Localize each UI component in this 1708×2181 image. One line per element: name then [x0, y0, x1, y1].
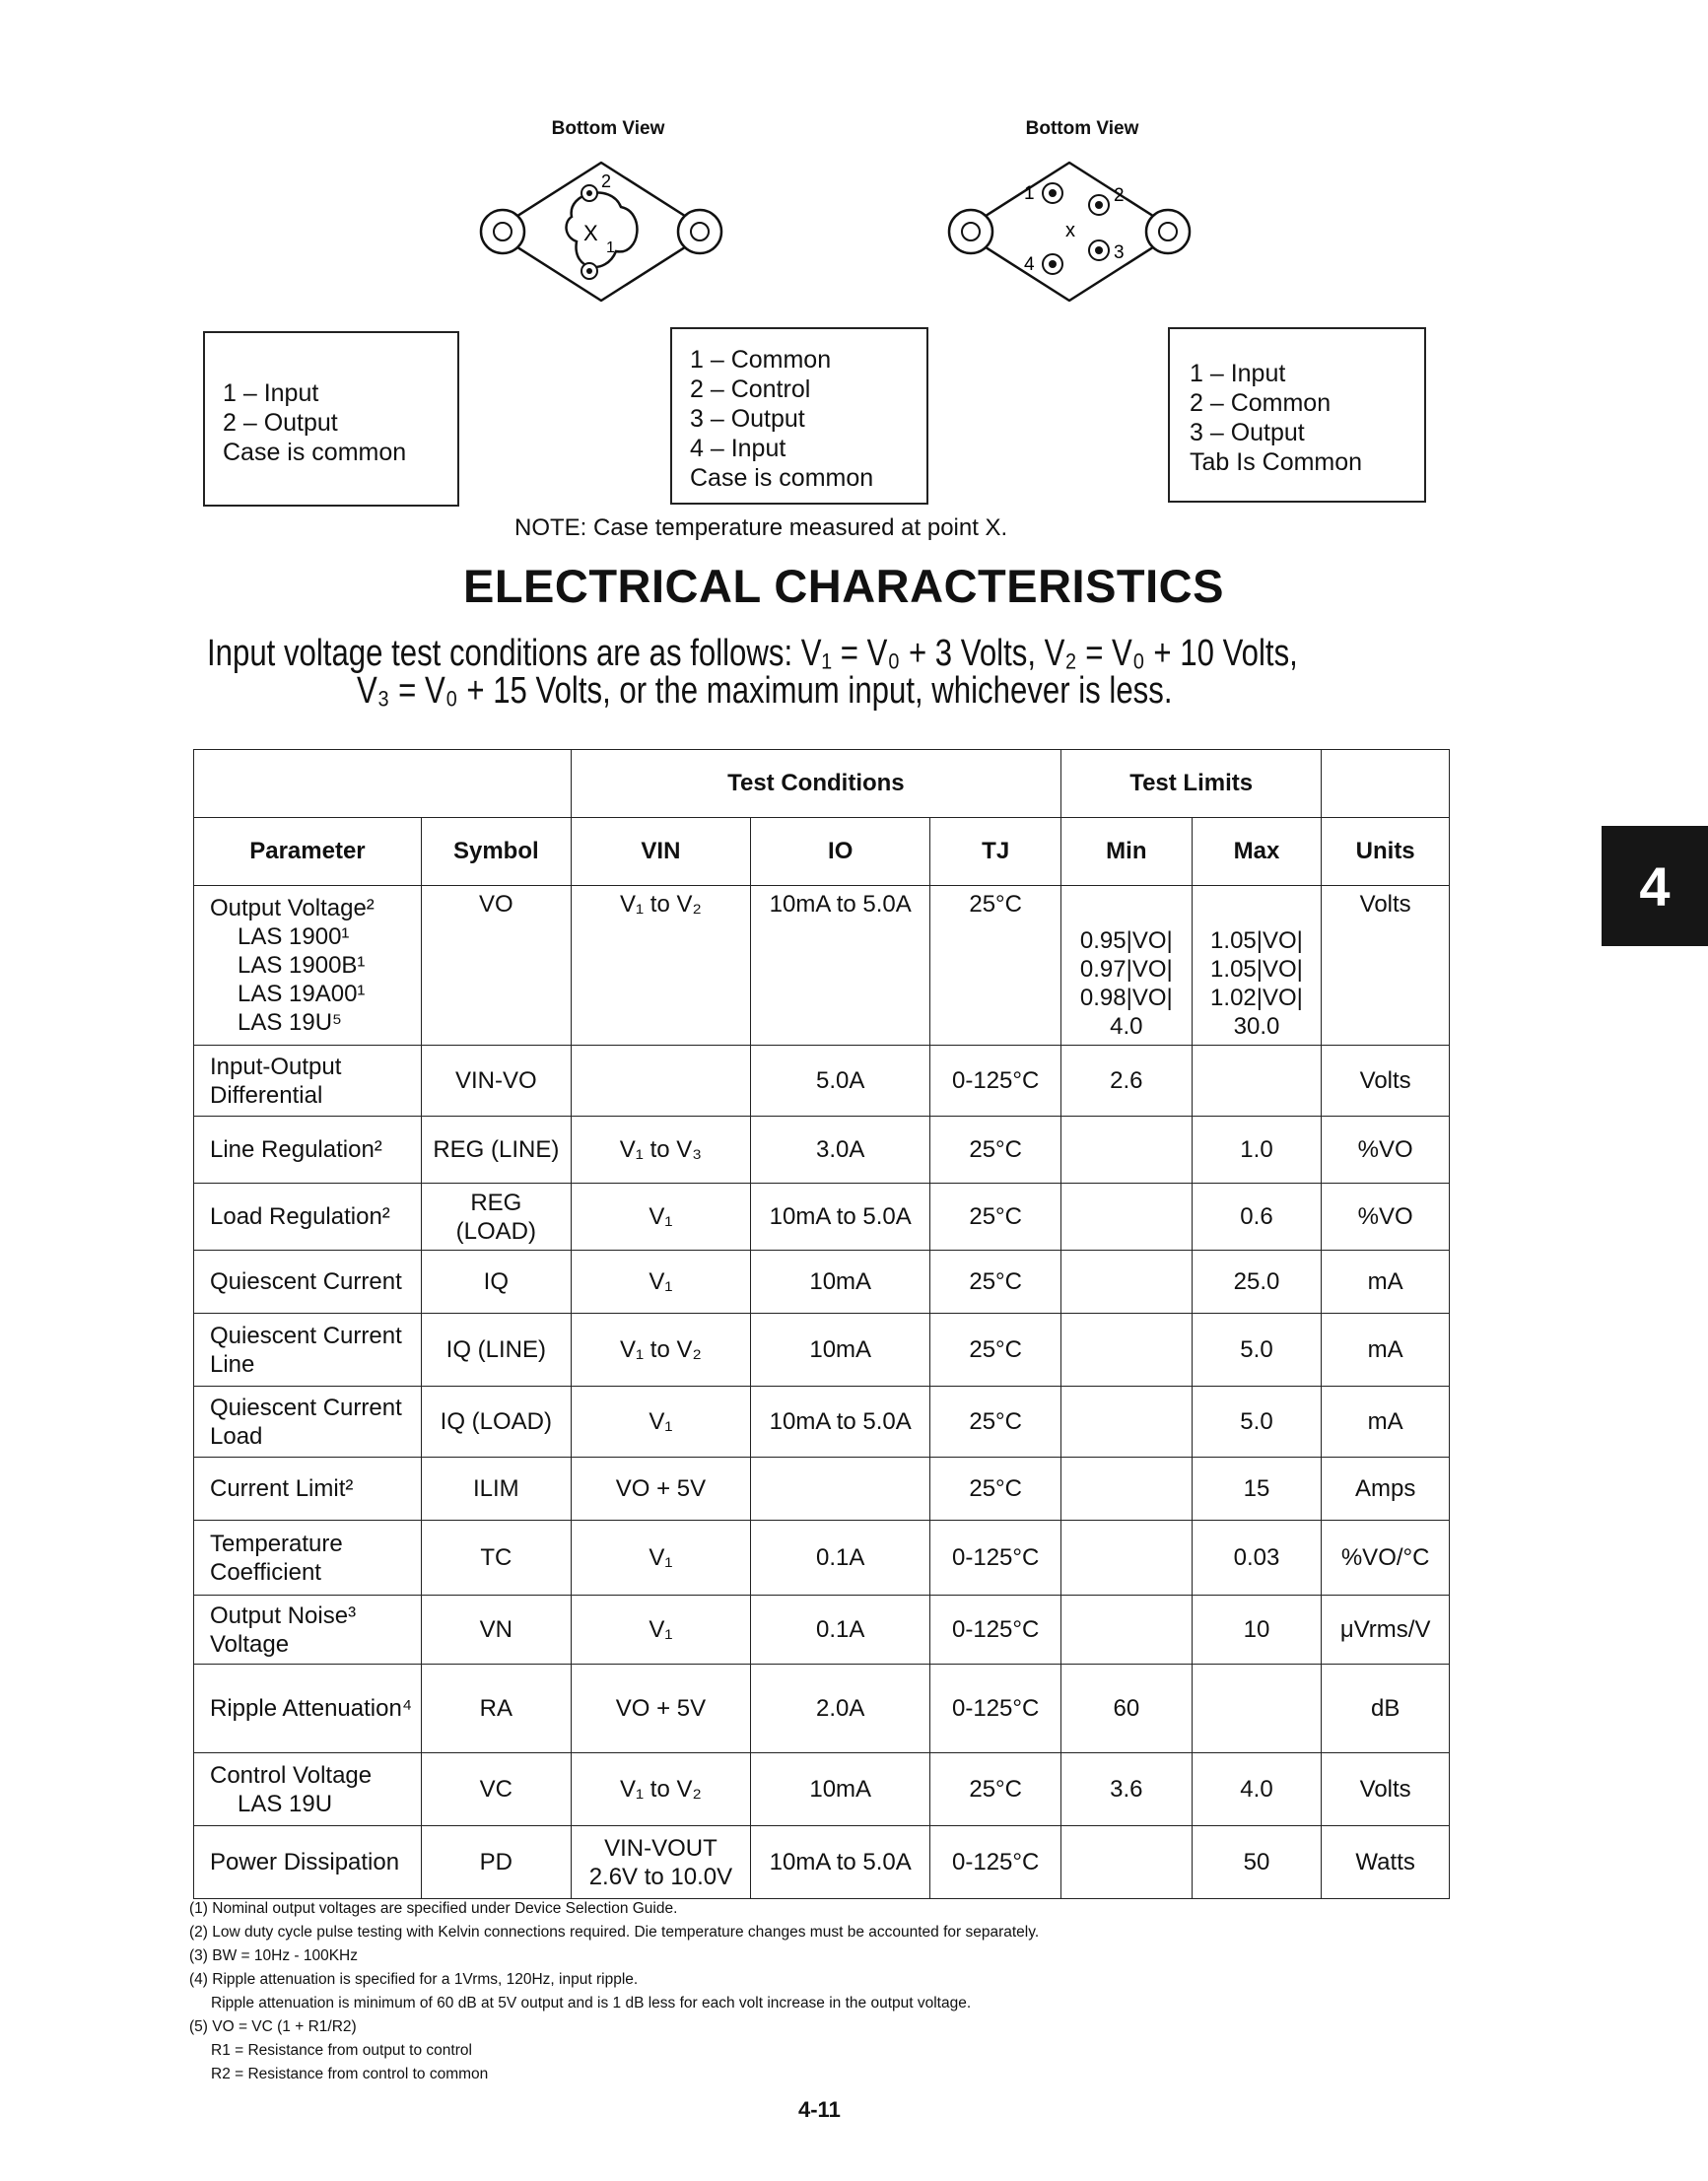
- table-row: [194, 1117, 1450, 1184]
- parameter-cell: [194, 1596, 422, 1665]
- units-cell: Watts: [1322, 1826, 1450, 1899]
- vin-cell: V₁: [571, 1596, 750, 1665]
- min-cell: 3.6: [1061, 1753, 1193, 1826]
- min-cell: [1061, 1117, 1193, 1184]
- tj-cell: 25°C: [930, 1314, 1061, 1387]
- min-cell: [1061, 1314, 1193, 1387]
- tj-header: TJ: [930, 818, 1061, 886]
- test-limits-header: Test Limits: [1061, 750, 1322, 818]
- io-header: IO: [751, 818, 930, 886]
- page-number: 4-11: [798, 2097, 841, 2122]
- parameter-name: Output Noise³ Voltage: [210, 1602, 357, 1658]
- symbol-cell: IQ: [421, 1251, 571, 1314]
- io-cell: 10mA: [751, 1314, 930, 1387]
- device-variant: LAS 19A00¹: [238, 981, 366, 1007]
- max-value: 1.02|VO|: [1210, 985, 1303, 1011]
- io-cell: 10mA to 5.0A: [751, 1826, 930, 1899]
- min-value: 0.97|VO|: [1079, 956, 1173, 983]
- vin-cell: [571, 1046, 750, 1117]
- pin-3-label: 3: [1114, 242, 1125, 263]
- min-cell: [1061, 1596, 1193, 1665]
- max-header: Max: [1192, 818, 1322, 886]
- max-cell: 0.03: [1192, 1521, 1322, 1596]
- pin-line: Case is common: [223, 439, 407, 466]
- parameter-header: Parameter: [194, 818, 422, 886]
- min-value: 4.0: [1110, 1013, 1143, 1040]
- units-cell: Volts: [1322, 1753, 1450, 1826]
- pin-box-left: [203, 331, 459, 507]
- parameter-cell: [194, 886, 422, 1046]
- vin-cell: VO + 5V: [571, 1458, 750, 1521]
- io-cell: 5.0A: [751, 1046, 930, 1117]
- footnote: R1 = Resistance from output to control: [211, 2042, 472, 2059]
- pin-box-right: [1168, 327, 1426, 503]
- units-cell: %VO: [1322, 1117, 1450, 1184]
- pin-line: 1 – Input: [1190, 360, 1286, 387]
- units-cell: mA: [1322, 1387, 1450, 1458]
- symbol-header: Symbol: [421, 818, 571, 886]
- conditions-line-1: Input voltage test conditions are as follows: V₁ = V₀ + 3 Volts, V₂ = V₀ + 10 Volts,: [207, 633, 1298, 674]
- right-diagram-label: Bottom View: [1025, 118, 1139, 139]
- parameter-name: Temperature Coefficient: [210, 1530, 343, 1586]
- min-cell: 60: [1061, 1665, 1193, 1753]
- tj-cell: 0-125°C: [930, 1665, 1061, 1753]
- footnote: (1) Nominal output voltages are specified under Device Selection Guide.: [189, 1900, 678, 1917]
- io-cell: [751, 1458, 930, 1521]
- tj-cell: 25°C: [930, 1184, 1061, 1251]
- units-cell: mA: [1322, 1314, 1450, 1387]
- page-title: ELECTRICAL CHARACTERISTICS: [463, 560, 1224, 612]
- parameter-cell: [194, 1521, 422, 1596]
- pin-line: 2 – Common: [1190, 389, 1332, 417]
- electrical-characteristics-table: [193, 749, 1450, 1899]
- pin-1-label: 1: [606, 239, 615, 256]
- units-cell: %VO: [1322, 1184, 1450, 1251]
- table-body: [194, 886, 1450, 1899]
- units-cell: Amps: [1322, 1458, 1450, 1521]
- parameter-cell: [194, 1046, 422, 1117]
- max-value: 1.05|VO|: [1210, 956, 1303, 983]
- parameter-cell: [194, 1184, 422, 1251]
- max-cell: [1192, 1046, 1322, 1117]
- pin-4-label: 4: [1024, 254, 1035, 275]
- tj-cell: 25°C: [930, 1117, 1061, 1184]
- units-cell: Volts: [1322, 886, 1450, 1046]
- parameter-cell: [194, 1314, 422, 1387]
- table-row: [194, 1596, 1450, 1665]
- max-cell: 4.0: [1192, 1753, 1322, 1826]
- io-cell: 10mA to 5.0A: [751, 1184, 930, 1251]
- min-cell: [1061, 1184, 1193, 1251]
- vin-cell: V₁ to V₂: [571, 1314, 750, 1387]
- point-x-label: x: [1065, 220, 1075, 241]
- tj-cell: 25°C: [930, 1387, 1061, 1458]
- parameter-cell: [194, 1251, 422, 1314]
- symbol-cell: VIN-VO: [421, 1046, 571, 1117]
- tj-cell: 0-125°C: [930, 1826, 1061, 1899]
- table-row: [194, 1665, 1450, 1753]
- vin-cell: V₁ to V₃: [571, 1117, 750, 1184]
- pin-line: 3 – Output: [690, 405, 805, 433]
- tj-cell: 0-125°C: [930, 1046, 1061, 1117]
- parameter-name: Current Limit²: [210, 1475, 354, 1502]
- io-cell: 3.0A: [751, 1117, 930, 1184]
- table-row: [194, 886, 1450, 1046]
- max-cell: 5.0: [1192, 1314, 1322, 1387]
- max-cell: 15: [1192, 1458, 1322, 1521]
- device-variant: LAS 1900B¹: [238, 952, 366, 979]
- symbol-cell: PD: [421, 1826, 571, 1899]
- max-cell: 0.6: [1192, 1184, 1322, 1251]
- table-row: [194, 1387, 1450, 1458]
- symbol-cell: TC: [421, 1521, 571, 1596]
- symbol-cell: VC: [421, 1753, 571, 1826]
- pin-line: 3 – Output: [1190, 419, 1305, 446]
- min-cell: [1061, 1826, 1193, 1899]
- min-cell: 2.6: [1061, 1046, 1193, 1117]
- symbol-cell: VN: [421, 1596, 571, 1665]
- parameter-name: Line Regulation²: [210, 1136, 382, 1163]
- parameter-name: Output Voltage²: [210, 895, 375, 921]
- min-header: Min: [1061, 818, 1193, 886]
- test-conditions-header: Test Conditions: [571, 750, 1060, 818]
- io-cell: 10mA to 5.0A: [751, 886, 930, 1046]
- pin-2-label: 2: [601, 171, 612, 191]
- vin-header: VIN: [571, 818, 750, 886]
- left-diagram-label: Bottom View: [551, 118, 665, 139]
- symbol-cell: REG (LINE): [421, 1117, 571, 1184]
- symbol-cell: IQ (LINE): [421, 1314, 571, 1387]
- parameter-cell: [194, 1826, 422, 1899]
- table-row: [194, 1046, 1450, 1117]
- table-row: [194, 1184, 1450, 1251]
- symbol-cell: IQ (LOAD): [421, 1387, 571, 1458]
- table-row: [194, 1753, 1450, 1826]
- max-cell: 1.0: [1192, 1117, 1322, 1184]
- to3-two-pin-package-diagram: [473, 148, 739, 315]
- max-cell: 5.0: [1192, 1387, 1322, 1458]
- min-value: 0.98|VO|: [1079, 985, 1173, 1011]
- parameter-cell: [194, 1665, 422, 1753]
- io-cell: 0.1A: [751, 1521, 930, 1596]
- min-cell: [1061, 1251, 1193, 1314]
- min-cell: [1061, 1521, 1193, 1596]
- max-value: 30.0: [1233, 1013, 1280, 1040]
- table-row: [194, 1314, 1450, 1387]
- max-cell: 50: [1192, 1826, 1322, 1899]
- max-cell: 25.0: [1192, 1251, 1322, 1314]
- units-cell: dB: [1322, 1665, 1450, 1753]
- max-cell: [1192, 886, 1322, 1046]
- vin-cell: V₁: [571, 1251, 750, 1314]
- vin-cell: VO + 5V: [571, 1665, 750, 1753]
- section-tab: 4: [1602, 826, 1708, 946]
- pin-box-middle: [670, 327, 928, 505]
- blank-header-cell: [194, 750, 572, 818]
- group-header-row: [194, 750, 1450, 818]
- tj-cell: 0-125°C: [930, 1596, 1061, 1665]
- point-x-label: X: [583, 221, 598, 245]
- vin-cell: V₁: [571, 1387, 750, 1458]
- symbol-cell: REG (LOAD): [421, 1184, 571, 1251]
- parameter-name: Power Dissipation: [210, 1849, 400, 1875]
- parameter-name: Control Voltage: [210, 1761, 373, 1789]
- tj-cell: 25°C: [930, 1251, 1061, 1314]
- min-cell: [1061, 1387, 1193, 1458]
- vin-cell: VIN-VOUT 2.6V to 10.0V: [571, 1826, 750, 1899]
- parameter-name: Ripple Attenuation⁴: [210, 1695, 413, 1722]
- symbol-cell: VO: [421, 886, 571, 1046]
- parameter-cell: [194, 1387, 422, 1458]
- table-row: [194, 1251, 1450, 1314]
- parameter-name: Quiescent Current Load: [210, 1394, 402, 1450]
- footnote: R2 = Resistance from control to common: [211, 2066, 489, 2082]
- footnote: (4) Ripple attenuation is specified for a 1Vrms, 120Hz, input ripple.: [189, 1971, 639, 1988]
- pin-line: Case is common: [690, 464, 874, 492]
- pin-1-label: 1: [1024, 183, 1035, 204]
- pin-2-label: 2: [1114, 185, 1125, 206]
- units-cell: μVrms/V: [1322, 1596, 1450, 1665]
- parameter-cell: [194, 1458, 422, 1521]
- blank-header-cell: [1322, 750, 1450, 818]
- min-cell: [1061, 886, 1193, 1046]
- parameter-name: Load Regulation²: [210, 1203, 390, 1230]
- parameter-cell: [194, 1117, 422, 1184]
- pin-line: 1 – Common: [690, 346, 832, 374]
- pin-line: 1 – Input: [223, 379, 319, 407]
- units-cell: Volts: [1322, 1046, 1450, 1117]
- io-cell: 10mA: [751, 1251, 930, 1314]
- tj-cell: 25°C: [930, 1753, 1061, 1826]
- vin-cell: V₁: [571, 1184, 750, 1251]
- vin-cell: V₁: [571, 1521, 750, 1596]
- pin-line: 2 – Output: [223, 409, 338, 437]
- tj-cell: 25°C: [930, 1458, 1061, 1521]
- min-value: 0.95|VO|: [1079, 927, 1173, 954]
- symbol-cell: RA: [421, 1665, 571, 1753]
- pin-line: 2 – Control: [690, 375, 811, 403]
- pin-line: 4 – Input: [690, 435, 786, 462]
- units-header: Units: [1322, 818, 1450, 886]
- table-row: [194, 1826, 1450, 1899]
- units-cell: mA: [1322, 1251, 1450, 1314]
- footnote: (2) Low duty cycle pulse testing with Kelvin connections required. Die temperature changes must be accounted for separately.: [189, 1924, 1040, 1941]
- io-cell: 10mA to 5.0A: [751, 1387, 930, 1458]
- to3-four-pin-package-diagram: [941, 148, 1207, 315]
- io-cell: 10mA: [751, 1753, 930, 1826]
- footnote: (3) BW = 10Hz - 100KHz: [189, 1947, 358, 1964]
- units-cell: %VO/°C: [1322, 1521, 1450, 1596]
- tj-cell: 25°C: [930, 886, 1061, 1046]
- case-temperature-note: NOTE: Case temperature measured at point X.: [514, 514, 1008, 541]
- parameter-cell: [194, 1753, 422, 1826]
- vin-cell: V₁ to V₂: [571, 1753, 750, 1826]
- footnote: (5) VO = VC (1 + R1/R2): [189, 2018, 357, 2035]
- symbol-cell: ILIM: [421, 1458, 571, 1521]
- device-variant: LAS 19U: [238, 1790, 333, 1817]
- parameter-name: Quiescent Current Line: [210, 1322, 402, 1378]
- pin-line: Tab Is Common: [1190, 448, 1363, 476]
- device-variant: LAS 1900¹: [238, 923, 350, 950]
- max-value: 1.05|VO|: [1210, 927, 1303, 954]
- column-header-row: [194, 818, 1450, 886]
- io-cell: 0.1A: [751, 1596, 930, 1665]
- tj-cell: 0-125°C: [930, 1521, 1061, 1596]
- footnote: Ripple attenuation is minimum of 60 dB at 5V output and is 1 dB less for each volt increase in the output voltage.: [211, 1995, 972, 2011]
- io-cell: 2.0A: [751, 1665, 930, 1753]
- parameter-name: Quiescent Current: [210, 1268, 402, 1295]
- table-row: [194, 1521, 1450, 1596]
- table-row: [194, 1458, 1450, 1521]
- vin-cell: V₁ to V₂: [571, 886, 750, 1046]
- conditions-line-2: V₃ = V₀ + 15 Volts, or the maximum input, whichever is less.: [357, 670, 1173, 712]
- max-cell: 10: [1192, 1596, 1322, 1665]
- max-cell: [1192, 1665, 1322, 1753]
- min-cell: [1061, 1458, 1193, 1521]
- device-variant: LAS 19U⁵: [238, 1009, 343, 1036]
- parameter-name: Input-Output Differential: [210, 1053, 342, 1109]
